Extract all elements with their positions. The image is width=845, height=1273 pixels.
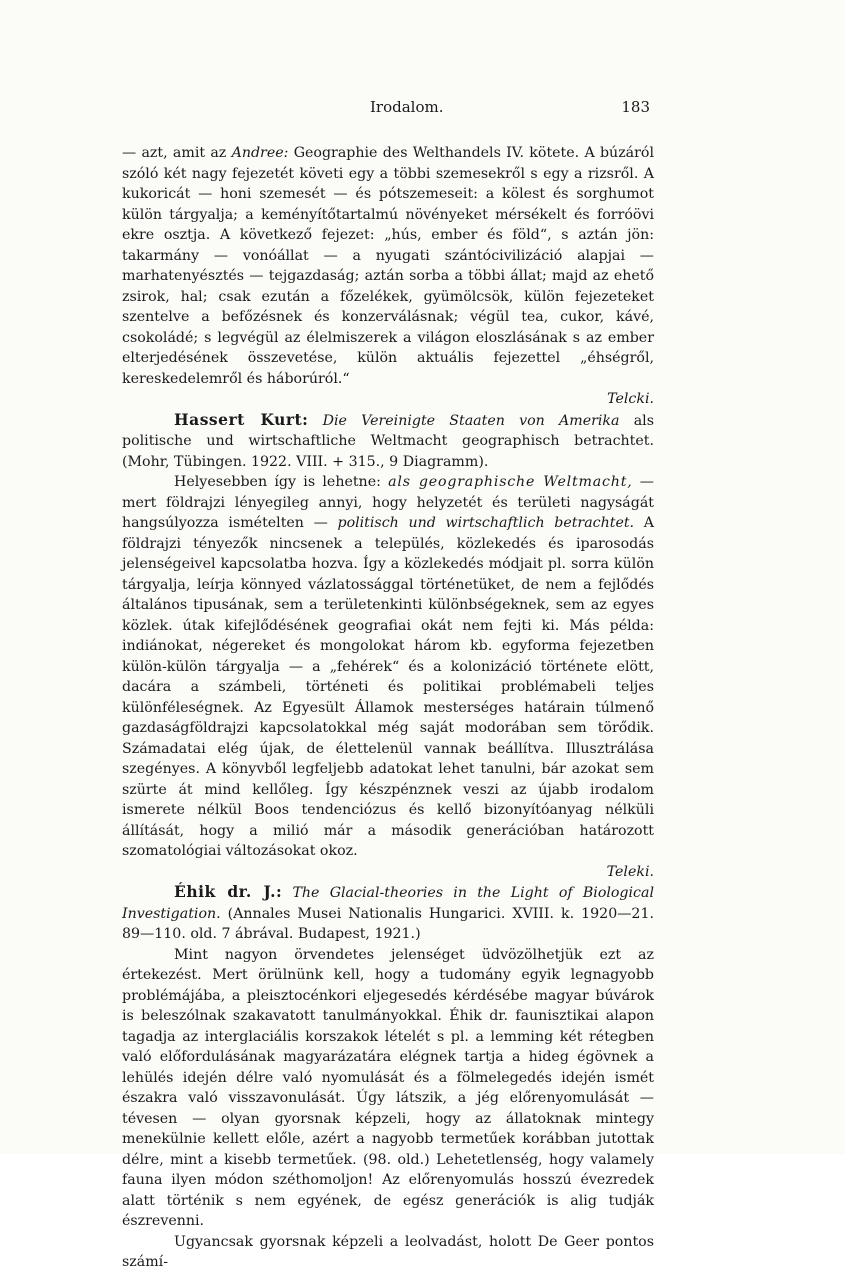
review-hassert [122, 410, 654, 883]
book-title: Die Vereinigte Staaten von Amerika [322, 412, 620, 429]
page-header [120, 98, 650, 120]
author-name: Hassert Kurt: [174, 409, 309, 429]
page-number: 183 [621, 98, 650, 116]
paper-title: The Glacial-theories in the Light of Biological Investigation. [122, 885, 654, 922]
running-title: Irodalom. [370, 98, 444, 116]
reviewer-signature: Telcki. [607, 391, 654, 407]
review-ehik [122, 882, 654, 1273]
review-paragraph: — azt, amit az Andree: Geographie des Welthandels IV. kötete. A búzáról szóló két nagy fejezetét követi egy a többi szemesekről s egy a rizsről. A kukoricát — honi szemesét — és pótszemeseit: a kölest és sorghumot külön tárgyalja; a keményítőtartalmú növényeket mérsékelt és forróövi ekre osztja. A következő fejezet: „hús, ember és föld“, s aztán jön: takarmány — vonóállat — a nyugati szántócivilizáció alapjai — marhatenyésztés — tejgazdaság; aztán sorba a többi állat; majd az ehető zsirok, hal; csak ezután a főzelékek, gyümölcsök, külön fejezeteket szentelve a befőzésnek és konzerválásnak; végül tea, cukor, kávé, csokoládé; s legvégül az élelmiszerek a világon eloszlásának s az ember elterjedésének összevetése, külön aktuális fejezettel „éhségről, kereskedelemről és háborúról.“ [122, 145, 654, 387]
review-paragraph: Helyesebben így is lehetne: als geographische Weltmacht, — mert földrajzi lényegileg annyi, hogy helyzetét és területi nagyságát hangsúlyozza ismételten — politisch und wirtschaftlich betrachtet. A földrajzi tényezők nincsenek a település, közlekedés és iparosodás jelenségeivel kapcsolatba hozva. Így a közlekedés módjait pl. sorra külön tárgyalja, leírja könnyed vázlatossággal történetüket, de nem a fejlődés általános tipusának, sem a területenkinti különbségeknek, sem az egyes közlek. útak kifejlődésének geografiai okát nem fejti ki. Más példa: indiánokat, négereket és mongolokat három kb. egyforma fejezetben külön-külön tárgyalja — a „fehérek“ és a kolonizáció története elött, dacára a számbeli, történeti és politikai problémabeli teljes különféleségnek. Az Egyesült Államok mesterséges határain túlmenő gazdaságföldrajzi kapcsolatokkal még saját modorában sem törődik. Számadatai elég újak, de élettelenül vannak beállítva. Illusztrálása szegényes. A könyvből legfeljebb adatokat lehet tanulni, bár azokat sem szürte át mind kellőleg. Így készpénznek veszi az újabb irodalom ismerete nélkül Boos tendenciózus és kellő bizonyítóanyag nélküli állítását, hogy a milió már a második generációban határozott szomatológiai változásokat okoz. [122, 474, 654, 859]
page-body [122, 143, 654, 1273]
bibliographic-entry: Hassert Kurt: Die Vereinigte Staaten von Amerika als politische und wirtschaftliche Weltmacht geographisch betrachtet. (Mohr, Tübingen. 1922. VIII. + 315., 9 Diagramm). [122, 409, 654, 470]
author-name: Éhik dr. J.: [174, 882, 283, 901]
bibliographic-entry: Éhik dr. J.: The Glacial-theories in the Light of Biological Investigation. (Annales Musei Nationalis Hungarici. XVIII. k. 1920—21. 89—110. old. 7 ábrával. Budapest, 1921.) [122, 882, 654, 942]
reviewer-signature: Teleki. [606, 863, 654, 880]
review-paragraph: Ugyancsak gyorsnak képzeli a leolvadást, holott De Geer pontos számí- [122, 1233, 654, 1270]
review-paragraph: Mint nagyon örvendetes jelenséget üdvözölhetjük ezt az értekezést. Mert örülnünk kell, hogy a tudomány egyik legnagyobb problémájába, a pleisztocénkori eljegesedés kérdésébe magyar búvárok is beleszólnak szakavatott tanulmányokkal. Éhik dr. faunisztikai alapon tagadja az interglaciális korszakok lételét s pl. a lemming két rétegben való előfordulásának magyarázatára elégnek tartja a hideg égövnek a lehülés idején délre való nyomulását és a fölmelegedés idején ismét északra való visszavonulását. Úgy látszik, a jég előrenyomulását — tévesen — olyan gyorsnak képzeli, hogy az állatoknak mintegy menekülniе kellett előle, azért a nagyobb termetűek korábban jutottak délre, mint a kisebb termetűek. (98. old.) Lehetetlenség, hogy valamely fauna ilyen módon széthomoljon! Az előrenyomulás hosszú évezredek alatt történik s nem egyének, de egész generációk is alig tudják észrevenni. [122, 946, 654, 1229]
review-andree-continued [122, 143, 654, 410]
